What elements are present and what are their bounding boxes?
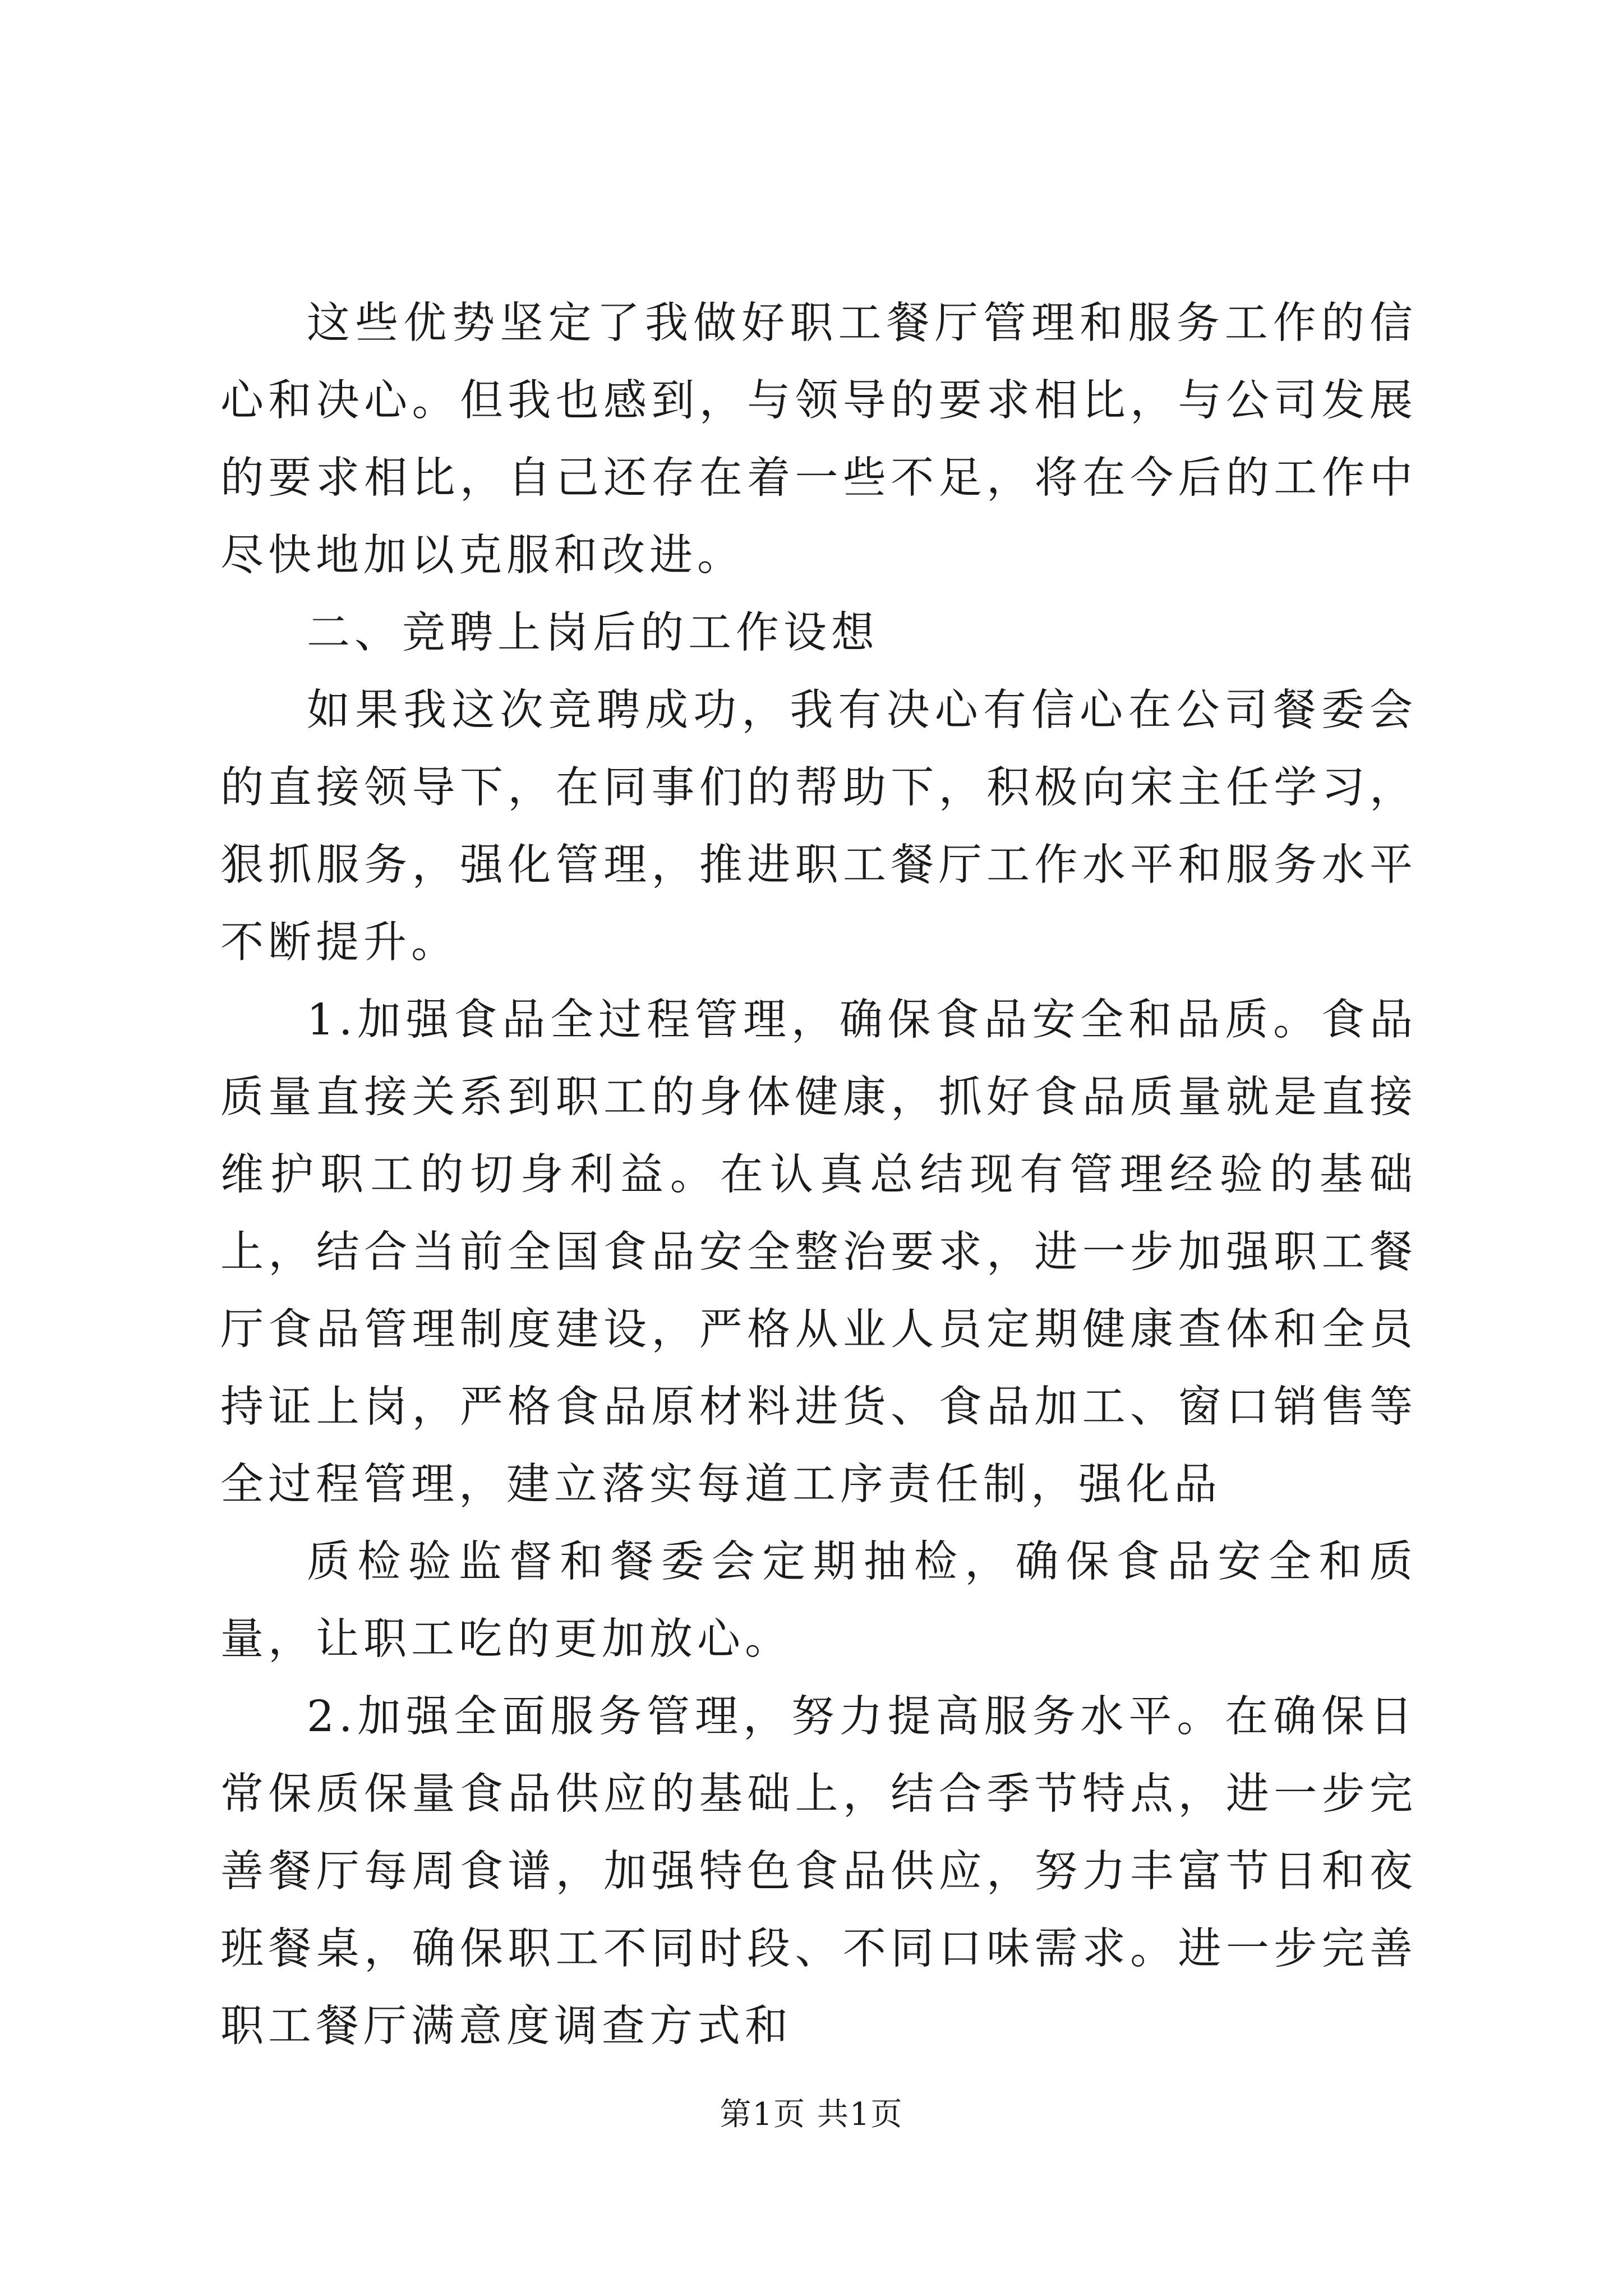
paragraph-food-safety: 1.加强食品全过程管理，确保食品安全和品质。食品质量直接关系到职工的身体健康，抓好食品质量就是直接维护职工的切身利益。在认真总结现有管理经验的基础上，结合当前全国食品安全整治要求，进一步加强职工餐厅食品管理制度建设，严格从业人员定期健康查体和全员持证上岗，严格食品原材料进货、食品加工、窗口销售等全过程管理，建立落实每道工序责任制，强化品 — [220, 995, 1417, 1510]
paragraph-commitment: 如果我这次竞聘成功，我有决心有信心在公司餐委会的直接领导下，在同事们的帮助下，积极向宋主任学习，狠抓服务，强化管理，推进职工餐厅工作水平和服务水平不断提升。 — [220, 685, 1417, 968]
paragraph-service-management: 2.加强全面服务管理，努力提高服务水平。在确保日常保质保量食品供应的基础上，结合季节特点，进一步完善餐厅每周食谱，加强特色食品供应，努力丰富节日和夜班餐桌，确保职工不同时段、不同口味需求。进一步完善职工餐厅满意度调查方式和 — [220, 1692, 1417, 2051]
section-heading-work-plan: 二、竞聘上岗后的工作设想 — [307, 608, 879, 658]
paragraph-strengths-conclusion: 这些优势坚定了我做好职工餐厅管理和服务工作的信心和决心。但我也感到，与领导的要求相比，与公司发展的要求相比，自己还存在着一些不足，将在今后的工作中尽快地加以克服和改进。 — [220, 298, 1417, 581]
document-body — [220, 285, 1417, 2065]
paragraph-quality-inspection: 质检验监督和餐委会定期抽检，确保食品安全和质量，让职工吃的更加放心。 — [220, 1537, 1417, 1664]
page-footer: 第1页 共1页 — [720, 2096, 903, 2133]
